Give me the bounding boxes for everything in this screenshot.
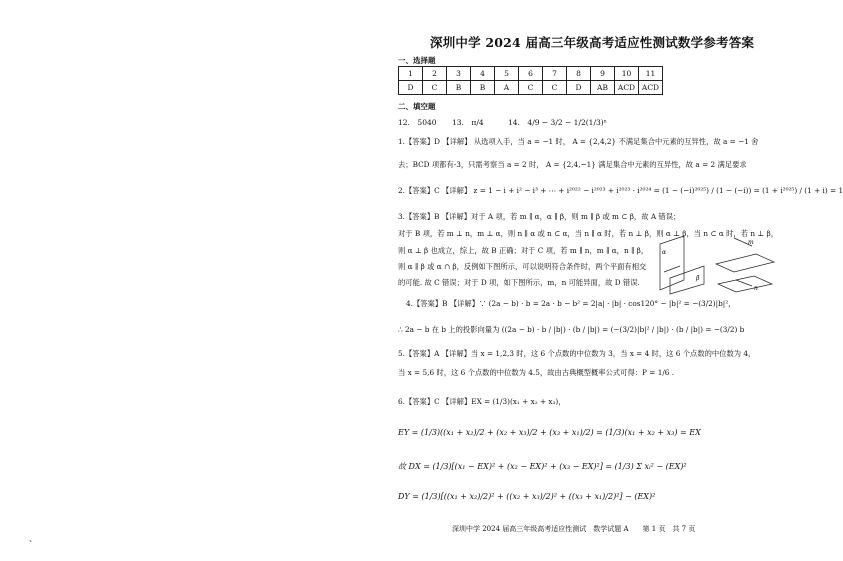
table-cell: 4 — [471, 67, 495, 81]
line-n — [736, 280, 752, 286]
figure-label: α — [662, 249, 667, 256]
plane-alpha — [660, 236, 684, 290]
table-cell: 1 — [399, 67, 423, 81]
table-cell: 10 — [615, 67, 639, 81]
solution-line: 3.【答案】B 【详解】对于 A 项，若 m ∥ α，α ∥ β，则 m ∥ β 或 m ⊂ β，故 A 错误； — [398, 212, 681, 221]
solution-line: 当 x = 5,6 时，这 6 个点数的中位数为 4.5，故由古典概型概率公式可得：P = 1/6 . — [398, 368, 675, 377]
table-cell: D — [567, 81, 591, 95]
table-row-answers — [399, 81, 663, 95]
solution-line: ∴ 2a − b 在 b 上的投影向量为 ((2a − b) · b / |b|) · (b / |b|) = (−(3/2)|b|² / |b|) · (b / |b|) = −(3/2) b — [398, 325, 745, 334]
solution-line: 2.【答案】C 【详解】 z = 1 − i + i² − i³ + ⋯ + i²⁰²² − i²⁰²³ + i²⁰²³ · i²⁰²⁴ = (1 − (−i)²⁰²⁵) / (1 − (−i)) = (1 + i²⁰²⁵) / (1 + i) = 1 — [398, 186, 843, 195]
table-cell: ACD — [615, 81, 639, 95]
plane-beta-2 — [718, 276, 772, 292]
table-cell: B — [447, 81, 471, 95]
table-row-numbers — [399, 67, 663, 81]
solution-formula: 故 DX = (1/3)[(x₁ − EX)² + (x₂ − EX)² + (x₃ − EX)²] = (1/3) Σ xᵢ² − (EX)² — [398, 462, 687, 471]
table-cell: 5 — [495, 67, 519, 81]
table-cell: 11 — [639, 67, 663, 81]
table-cell: 3 — [447, 67, 471, 81]
solution-formula: EY = (1/3)((x₁ + x₂)/2 + (x₂ + x₃)/2 + (x₃ + x₁)/2) = (1/3)(x₁ + x₂ + x₃) = EX — [398, 428, 701, 437]
figure-label: n — [754, 285, 758, 292]
section-heading-fill: 二、填空题 — [398, 102, 436, 111]
table-cell: B — [471, 81, 495, 95]
solution-line: 去；BCD 项都有-3，只需考察当 a = 2 时， A = {2,4,−1} 满足集合中元素的互异性，故 a = 2 满足要求 — [398, 160, 747, 169]
choice-answer-table — [398, 66, 663, 95]
corner-mark: 、 — [29, 534, 37, 543]
fill-answer-12: 12. 5040 — [398, 118, 437, 127]
solution-line: 4.【答案】B 【详解】∵ (2a − b) · b = 2a · b − b² = 2|a| · |b| · cos120° − |b|² = −(3/2)|b|²， — [406, 299, 736, 308]
line-m — [664, 266, 680, 272]
solution-line: 的可能. 故 C 错误；对于 D 项，如下图所示，m，n 可能异面，故 D 错误. — [398, 278, 640, 287]
table-cell: 9 — [591, 67, 615, 81]
figure-label: m — [748, 239, 754, 246]
table-cell: C — [423, 81, 447, 95]
figure-label: β — [696, 275, 700, 282]
table-cell: D — [399, 81, 423, 95]
solution-line: 对于 B 项，若 m ⊥ n，m ⊥ α，则 n ∥ α 或 n ⊂ α，当 n ∥ α 时，若 n ⊥ β，则 α ⊥ β，当 n ⊂ α 时，若 n ⊥ β， — [398, 229, 779, 238]
solution-line: 6.【答案】C 【详解】EX = (1/3)(x₁ + x₂ + x₃)， — [398, 397, 566, 406]
page-title: 深圳中学 2024 届高三年级高考适应性测试数学参考答案 — [430, 35, 755, 50]
solution-formula: DY = (1/3)[((x₁ + x₂)/2)² + ((x₂ + x₃)/2)² + ((x₃ + x₁)/2)²] − (EX)² — [398, 492, 656, 501]
table-cell: C — [543, 81, 567, 95]
table-cell: C — [519, 81, 543, 95]
table-cell: A — [495, 81, 519, 95]
table-cell: 7 — [543, 67, 567, 81]
solution-line: 1.【答案】D 【详解】 从选项入手，当 a = −1 时， A = {2,4,2} 不满足集合中元素的互异性，故 a = −1 舍 — [398, 137, 759, 146]
fill-answer-13: 13. π/4 — [452, 118, 484, 127]
table-cell: 6 — [519, 67, 543, 81]
solution-line: 则 α ⊥ β 也成立，综上，故 B 正确；对于 C 项，若 m ∥ n，m ∥ α，n ∥ β， — [398, 246, 649, 255]
table-cell: 2 — [423, 67, 447, 81]
solution-line: 5.【答案】A 【详解】当 x = 1,2,3 时，这 6 个点数的中位数为 3，当 x = 4 时，这 6 个点数的中位数为 4， — [398, 349, 756, 358]
geometry-figure — [656, 232, 776, 294]
table-cell: ACD — [639, 81, 663, 95]
plane-alpha-2 — [716, 254, 774, 272]
section-heading-choice: 一、选择题 — [398, 56, 436, 65]
table-cell: 8 — [567, 67, 591, 81]
fill-answer-14: 14. 4/9 − 3/2 − 1/2(1/3)ⁿ — [508, 118, 607, 127]
page-footer: 深圳中学 2024 届高三年级高考适应性测试 数学试题 A 第 1 页 共 7 页 — [452, 525, 696, 533]
table-cell: AB — [591, 81, 615, 95]
solution-line: 则 α ∥ β 或 α ∩ β，反例如下图所示，可以说明符合条件时，两个平面有相交 — [398, 262, 647, 271]
